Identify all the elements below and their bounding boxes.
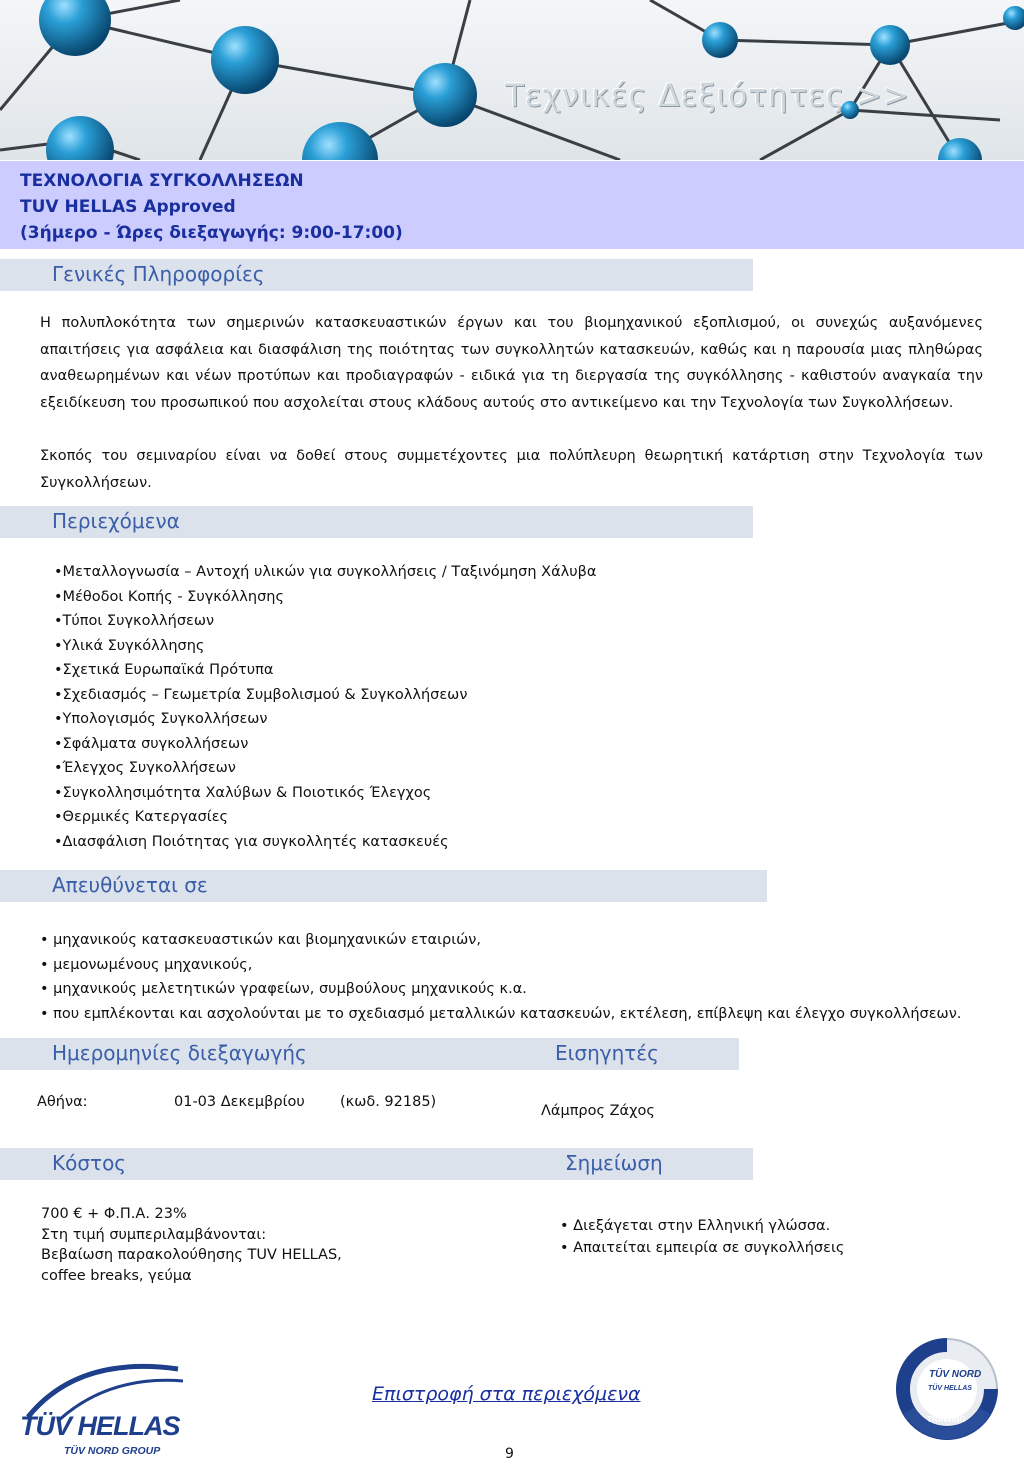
list-item: •Συγκολλησιμότητα Χαλύβων & Ποιοτικός Έλεγχος [54,784,432,801]
general-paragraph-2: Σκοπός του σεμιναρίου είναι να δοθεί στους συμμετέχοντες μια πολύπλευρη θεωρητική κατάρτιση στην Τεχνολογία των Συγκολλήσεων. [40,448,983,491]
back-to-contents-link[interactable]: Επιστροφή στα περιεχόμενα [372,1383,641,1405]
section-note-heading: Σημείωση [565,1151,663,1175]
list-item: •Υλικά Συγκόλλησης [54,637,205,654]
course-header [0,161,1024,249]
contents-list [54,560,596,854]
section-contents [0,506,753,538]
list-item: •Τύποι Συγκολλήσεων [54,613,215,629]
general-paragraph-1: Η πολυπλοκότητα των σημερινών κατασκευαστικών έργων και του βιομηχανικού εξοπλισμού, οι συνεχώς αυξανόμενες απαιτήσεις για ασφάλεια και διασφάλιση της ποιότητας των συγκολλητών κατασκευών, καθώς και η παρουσία μιας πληθώρας αναθεωρημένων και νέων προτύπων και προδιαγραφών - ειδικά για τη διεργασία της συγκόλλησης - καθιστούν αναγκαία την εξειδίκευση του προσωπικού που ασχολείται στους κλάδους αυτούς στο αντικείμενο και την Τεχνολογία των Συγκολλήσεων. [40,315,983,411]
logo-sub-text: TÜV NORD GROUP [64,1445,161,1457]
course-title: ΤΕΧΝΟΛΟΓΙΑ ΣΥΓΚΟΛΛΗΣΕΩΝ [20,171,304,191]
list-item: •Θερμικές Κατεργασίες [54,809,229,825]
section-contents-heading: Περιεχόμενα [52,509,180,533]
badge-mid-text: TÜV HELLAS [928,1385,972,1392]
cost-line: coffee breaks, γεύμα [41,1267,192,1284]
page-number: 9 [505,1446,514,1462]
list-item: • μεμονωμένους μηχανικούς, [40,956,253,973]
tuv-hellas-logo [18,1355,193,1465]
section-audience [0,870,767,902]
note-line: • Απαιτείται εμπειρία σε συγκολλήσεις [560,1240,845,1256]
instructor-name: Λάμπρος Ζάχος [541,1103,655,1119]
section-general [0,259,753,291]
list-item: • μηχανικούς κατασκευαστικών και βιομηχανικών εταιριών, [40,932,481,948]
audience-list [40,928,961,1026]
course-schedule: (3ήμερο - Ώρες διεξαγωγής: 9:00-17:00) [20,223,403,243]
banner-title: Τεχνικές Δεξιότητες >> [505,78,910,114]
course-code: (κωδ. 92185) [340,1094,437,1110]
section-dates-heading: Ημερομηνίες διεξαγωγής [52,1041,307,1065]
cost-line: 700 € + Φ.Π.Α. 23% [41,1206,187,1222]
cost-line: Στη τιμή συμπεριλαμβάνονται: [41,1226,267,1243]
list-item: •Σχετικά Ευρωπαϊκά Πρότυπα [54,662,274,678]
section-general-heading: Γενικές Πληροφορίες [52,262,265,286]
date-city: Αθήνα: [37,1094,88,1110]
list-item: •Έλεγχος Συγκολλήσεων [54,760,236,776]
note-details [560,1215,844,1259]
cost-line: Βεβαίωση παρακολούθησης TUV HELLAS, [41,1247,342,1263]
badge-bottom-text: TRAINING [927,1415,966,1424]
tuv-nord-training-badge [895,1337,999,1441]
date-range: 01-03 Δεκεμβρίου [174,1094,305,1110]
logo-main-text: TÜV HELLAS [20,1411,180,1441]
list-item: •Σχεδιασμός – Γεωμετρία Συμβολισμού & Συγκολλήσεων [54,686,468,703]
cost-details [41,1204,342,1286]
course-approval: TUV HELLAS Approved [20,197,236,217]
list-item: •Μεταλλογνωσία – Αντοχή υλικών για συγκολλήσεις / Ταξινόμηση Χάλυβα [54,564,597,580]
section-audience-heading: Απευθύνεται σε [52,873,208,897]
list-item: • που εμπλέκονται και ασχολούνται με το σχεδιασμό μεταλλικών κατασκευών, εκτέλεση, επίβλεψη και έλεγχο συγκολλήσεων. [40,1005,962,1022]
section-cost-note [0,1148,753,1180]
list-item: •Υπολογισμός Συγκολλήσεων [54,711,268,727]
list-item: •Μέθοδοι Κοπής - Συγκόλλησης [54,588,284,605]
section-cost-heading: Κόστος [52,1151,127,1175]
list-item: •Σφάλματα συγκολλήσεων [54,735,249,752]
badge-top-text: TÜV NORD [929,1369,982,1380]
list-item: •Διασφάλιση Ποιότητας για συγκολλητές κατασκευές [54,833,449,850]
list-item: • μηχανικούς μελετητικών γραφείων, συμβούλους μηχανικούς κ.α. [40,981,527,997]
section-dates-instructors [0,1038,739,1070]
banner-image [0,0,1024,160]
section-instructors-heading: Εισηγητές [555,1041,659,1065]
note-line: • Διεξάγεται στην Ελληνική γλώσσα. [560,1218,831,1234]
